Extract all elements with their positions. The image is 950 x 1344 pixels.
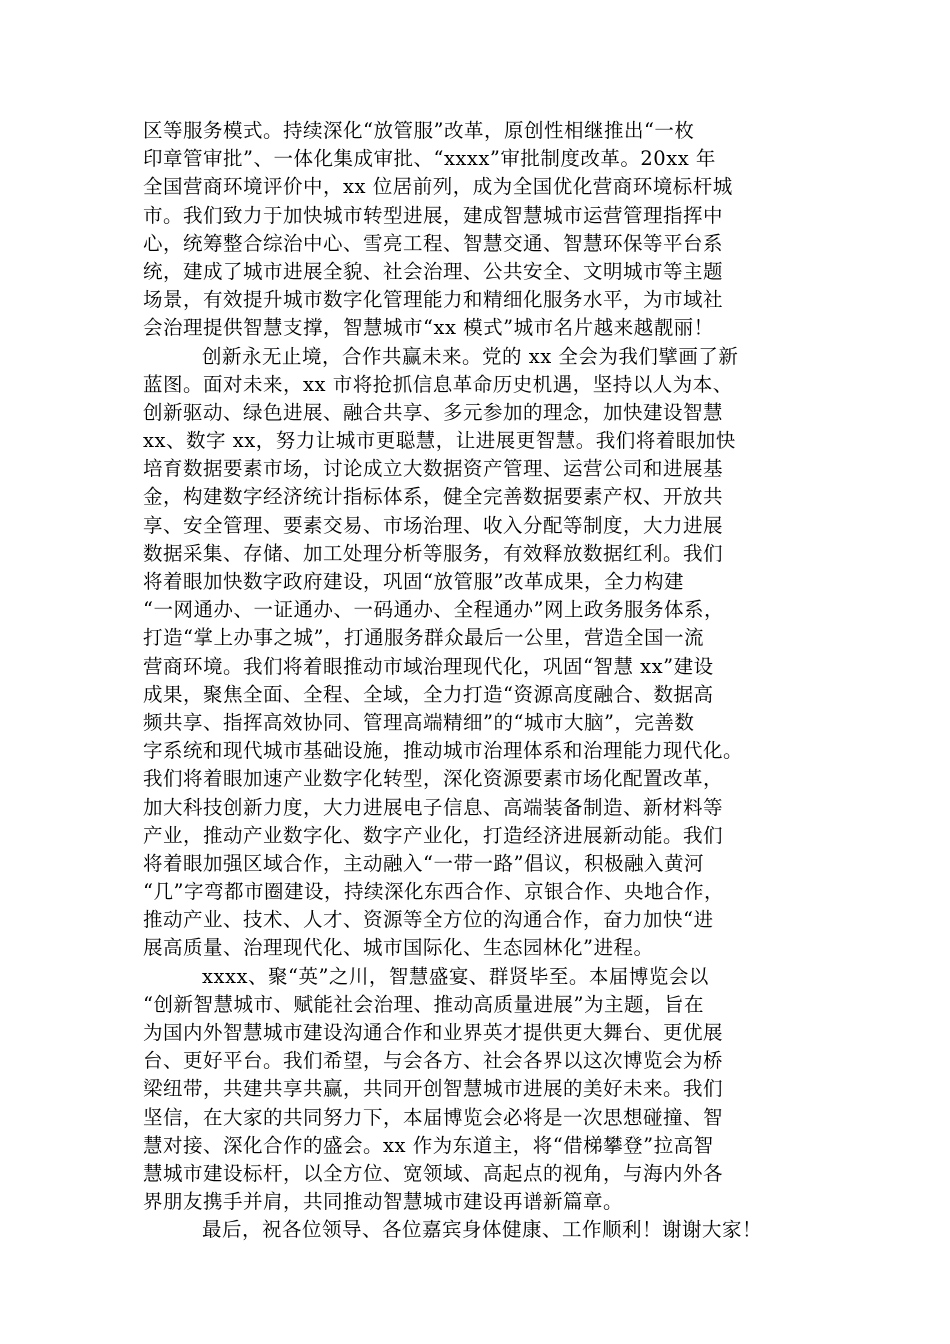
text-line: 慧城市建设标杆，以全方位、宽领域、高起点的视角，与海内外各 bbox=[143, 1161, 724, 1185]
text-line: xxxx、聚“英”之川，智慧盛宴、群贤毕至。本届博览会以 bbox=[202, 964, 709, 988]
text-line: 展高质量、治理现代化、城市国际化、生态园林化”进程。 bbox=[143, 936, 654, 960]
text-line: xx、数字 xx，努力让城市更聪慧，让进展更智慧。我们将着眼加快 bbox=[143, 429, 736, 453]
text-line: 全国营商环境评价中，xx 位居前列，成为全国优化营商环境标杆城 bbox=[143, 175, 733, 199]
text-line: 打造“掌上办事之城”，打通服务群众最后一公里，营造全国一流 bbox=[143, 626, 704, 650]
text-line: 界朋友携手并肩，共同推动智慧城市建设再谱新篇章。 bbox=[143, 1190, 624, 1214]
text-line: 培育数据要素市场，讨论成立大数据资产管理、运营公司和进展基 bbox=[143, 457, 724, 481]
text-line: 最后，祝各位领导、各位嘉宾身体健康、工作顺利！谢谢大家！ bbox=[202, 1218, 763, 1242]
text-line: 享、安全管理、要素交易、市场治理、收入分配等制度，大力进展 bbox=[143, 513, 724, 537]
text-line: 频共享、指挥高效协同、管理高端精细”的“城市大脑”，完善数 bbox=[143, 710, 695, 734]
text-line: 坚信，在大家的共同努力下，本届博览会必将是一次思想碰撞、智 bbox=[143, 1105, 724, 1129]
text-line: 金，构建数字经济统计指标体系，健全完善数据要素产权、开放共 bbox=[143, 485, 724, 509]
text-line: 产业，推动产业数字化、数字产业化，打造经济进展新动能。我们 bbox=[143, 823, 724, 847]
text-line: 创新驱动、绿色进展、融合共享、多元参加的理念，加快建设智慧 bbox=[143, 400, 724, 424]
text-line: 将着眼加强区域合作，主动融入“一带一路”倡议，积极融入黄河 bbox=[143, 851, 704, 875]
text-line: 印章管审批”、一体化集成审批、“xxxx”审批制度改革。20xx 年 bbox=[143, 147, 716, 171]
document-body bbox=[143, 117, 833, 1245]
text-line: 慧对接、深化合作的盛会。xx 作为东道主，将“借梯攀登”拉高智 bbox=[143, 1133, 714, 1157]
text-line: 心，统筹整合综治中心、雪亮工程、智慧交通、智慧环保等平台系 bbox=[143, 231, 724, 255]
text-line: 梁纽带，共建共享共赢，共同开创智慧城市进展的美好未来。我们 bbox=[143, 1077, 724, 1101]
text-line: 场景，有效提升城市数字化管理能力和精细化服务水平，为市域社 bbox=[143, 288, 724, 312]
text-line: 成果，聚焦全面、全程、全域，全力打造“资源高度融合、数据高 bbox=[143, 682, 714, 706]
text-line: 市。我们致力于加快城市转型进展，建成智慧城市运营管理指挥中 bbox=[143, 203, 724, 227]
text-line: 营商环境。我们将着眼推动市域治理现代化，巩固“智慧 xx”建设 bbox=[143, 654, 714, 678]
text-line: 为国内外智慧城市建设沟通合作和业界英才提供更大舞台、更优展 bbox=[143, 1021, 724, 1044]
text-line: 我们将着眼加速产业数字化转型，深化资源要素市场化配置改革， bbox=[143, 767, 724, 791]
text-line: 数据采集、存储、加工处理分析等服务，有效释放数据红利。我们 bbox=[143, 541, 724, 565]
text-line: 区等服务模式。持续深化“放管服”改革，原创性相继推出“一枚 bbox=[143, 119, 695, 142]
text-line: 将着眼加快数字政府建设，巩固“放管服”改革成果，全力构建 bbox=[143, 570, 684, 593]
text-line: “几”字弯都市圈建设，持续深化东西合作、京银合作、央地合作， bbox=[143, 880, 724, 904]
text-line: 推动产业、技术、人才、资源等全方位的沟通合作，奋力加快“进 bbox=[143, 908, 714, 932]
text-line: 创新永无止境，合作共赢未来。党的 xx 全会为我们擘画了新 bbox=[202, 344, 739, 368]
text-line: “创新智慧城市、赋能社会治理、推动高质量进展”为主题，旨在 bbox=[143, 992, 704, 1016]
text-line: 会治理提供智慧支撑，智慧城市“xx 模式”城市名片越来越靓丽！ bbox=[143, 316, 714, 340]
text-line: 统，建成了城市进展全貌、社会治理、公共安全、文明城市等主题 bbox=[143, 259, 724, 283]
text-line: 台、更好平台。我们希望，与会各方、社会各界以这次博览会为桥 bbox=[143, 1049, 724, 1073]
text-line: 蓝图。面对未来，xx 市将抢抓信息革命历史机遇，坚持以人为本、 bbox=[143, 372, 733, 396]
text-line: 字系统和现代城市基础设施，推动城市治理体系和治理能力现代化。 bbox=[143, 739, 744, 763]
text-line: “一网通办、一证通办、一码通办、全程通办”网上政务服务体系， bbox=[143, 598, 724, 622]
text-line: 加大科技创新力度，大力进展电子信息、高端装备制造、新材料等 bbox=[143, 795, 724, 819]
